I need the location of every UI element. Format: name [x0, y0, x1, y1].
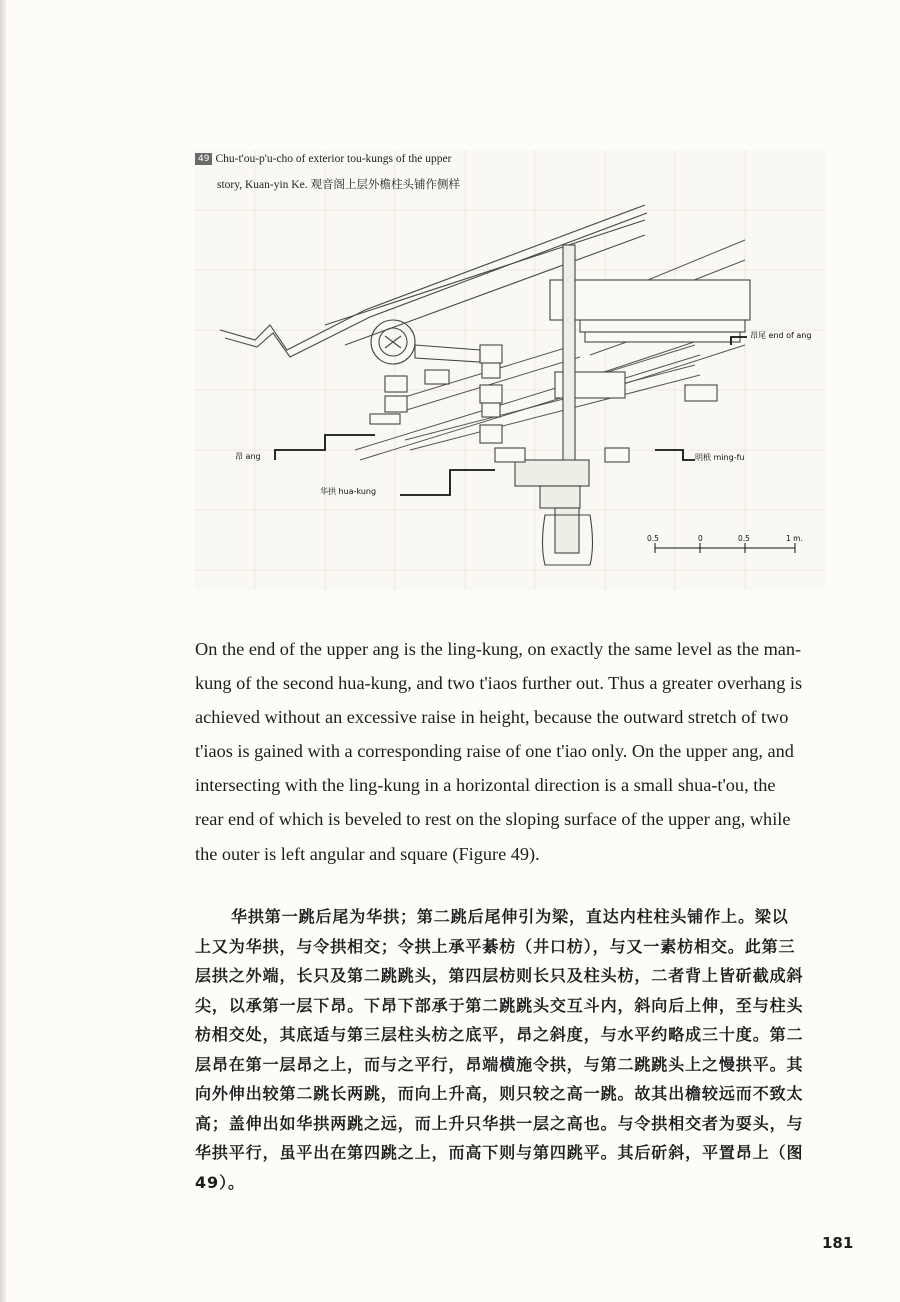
- page-number: 181: [822, 1234, 854, 1252]
- chinese-paragraph: 华拱第一跳后尾为华拱；第二跳后尾伸引为梁，直达内柱柱头铺作上。梁以上又为华拱，与令拱相交；令拱上承平綦枋（井口枋），与又一素枋相交。此第三层拱之外端，长只及第二跳跳头，第四层枋则长只及柱头枋，二者背上皆斫截成斜尖，以承第一层下昂。下昂下部承于第二跳跳头交互斗内，斜向后上伸，至与柱头枋相交处，其底适与第三层柱头枋之底平，昂之斜度，与水平约略成三十度。第二层昂在第一层昂之上，而与之平行，昂端横施令拱，与第二跳跳头上之慢拱平。其向外伸出较第二跳长两跳，而向上升高，则只较之高一跳。故其出檐较远而不致太高；盖伸出如华拱两跳之远，而上升只华拱一层之高也。与令拱相交者为耍头，与华拱平行，虽平出在第四跳之上，而高下则与第四跳平。其后斫斜，平置昂上（图49）。: [195, 907, 804, 1192]
- bracket-drawing: [195, 150, 825, 590]
- page-edge: [0, 0, 6, 1302]
- figure-number: 49: [195, 153, 212, 165]
- label-end-of-ang: 昂尾 end of ang: [750, 331, 812, 340]
- label-ming-fu: 明栿 ming-fu: [695, 453, 745, 462]
- scale-bar: [655, 543, 795, 553]
- architectural-figure: [195, 150, 825, 590]
- scale-tick-label: 0.5: [647, 534, 659, 543]
- leader-lines: [275, 337, 747, 495]
- scale-tick-label: 0.5: [738, 534, 750, 543]
- label-hua-kung: 华拱 hua-kung: [320, 487, 377, 496]
- caption-line-1: Chu-t'ou-p'u-cho of exterior tou-kungs of the upper: [215, 153, 452, 165]
- scale-tick-label: 0: [698, 534, 703, 543]
- scale-tick-label: 1 m.: [786, 534, 803, 543]
- english-paragraph: On the end of the upper ang is the ling-kung, on exactly the same level as the man-kung of the second hua-kung, and two t'iaos further out. Thus a greater overhang is achieved without an excessive raise in height, because the outward stretch of two t'iaos is gained with a corresponding raise of one t'iao only. On the upper ang, and intersecting with the ling-kung in a horizontal direction is a small shua-t'ou, the rear end of which is beveled to rest on the sloping surface of the upper ang, while the outer is left angular and square (Figure 49).: [195, 639, 803, 864]
- label-ang: 昂 ang: [235, 452, 261, 461]
- beam-blocks: [550, 280, 750, 398]
- figure-caption: [195, 146, 535, 198]
- caption-line-2: story, Kuan-yin Ke. 观音阁上层外檐柱头铺作侧样: [217, 179, 460, 191]
- eave-purlin: [371, 320, 480, 364]
- background-grid: [195, 150, 825, 590]
